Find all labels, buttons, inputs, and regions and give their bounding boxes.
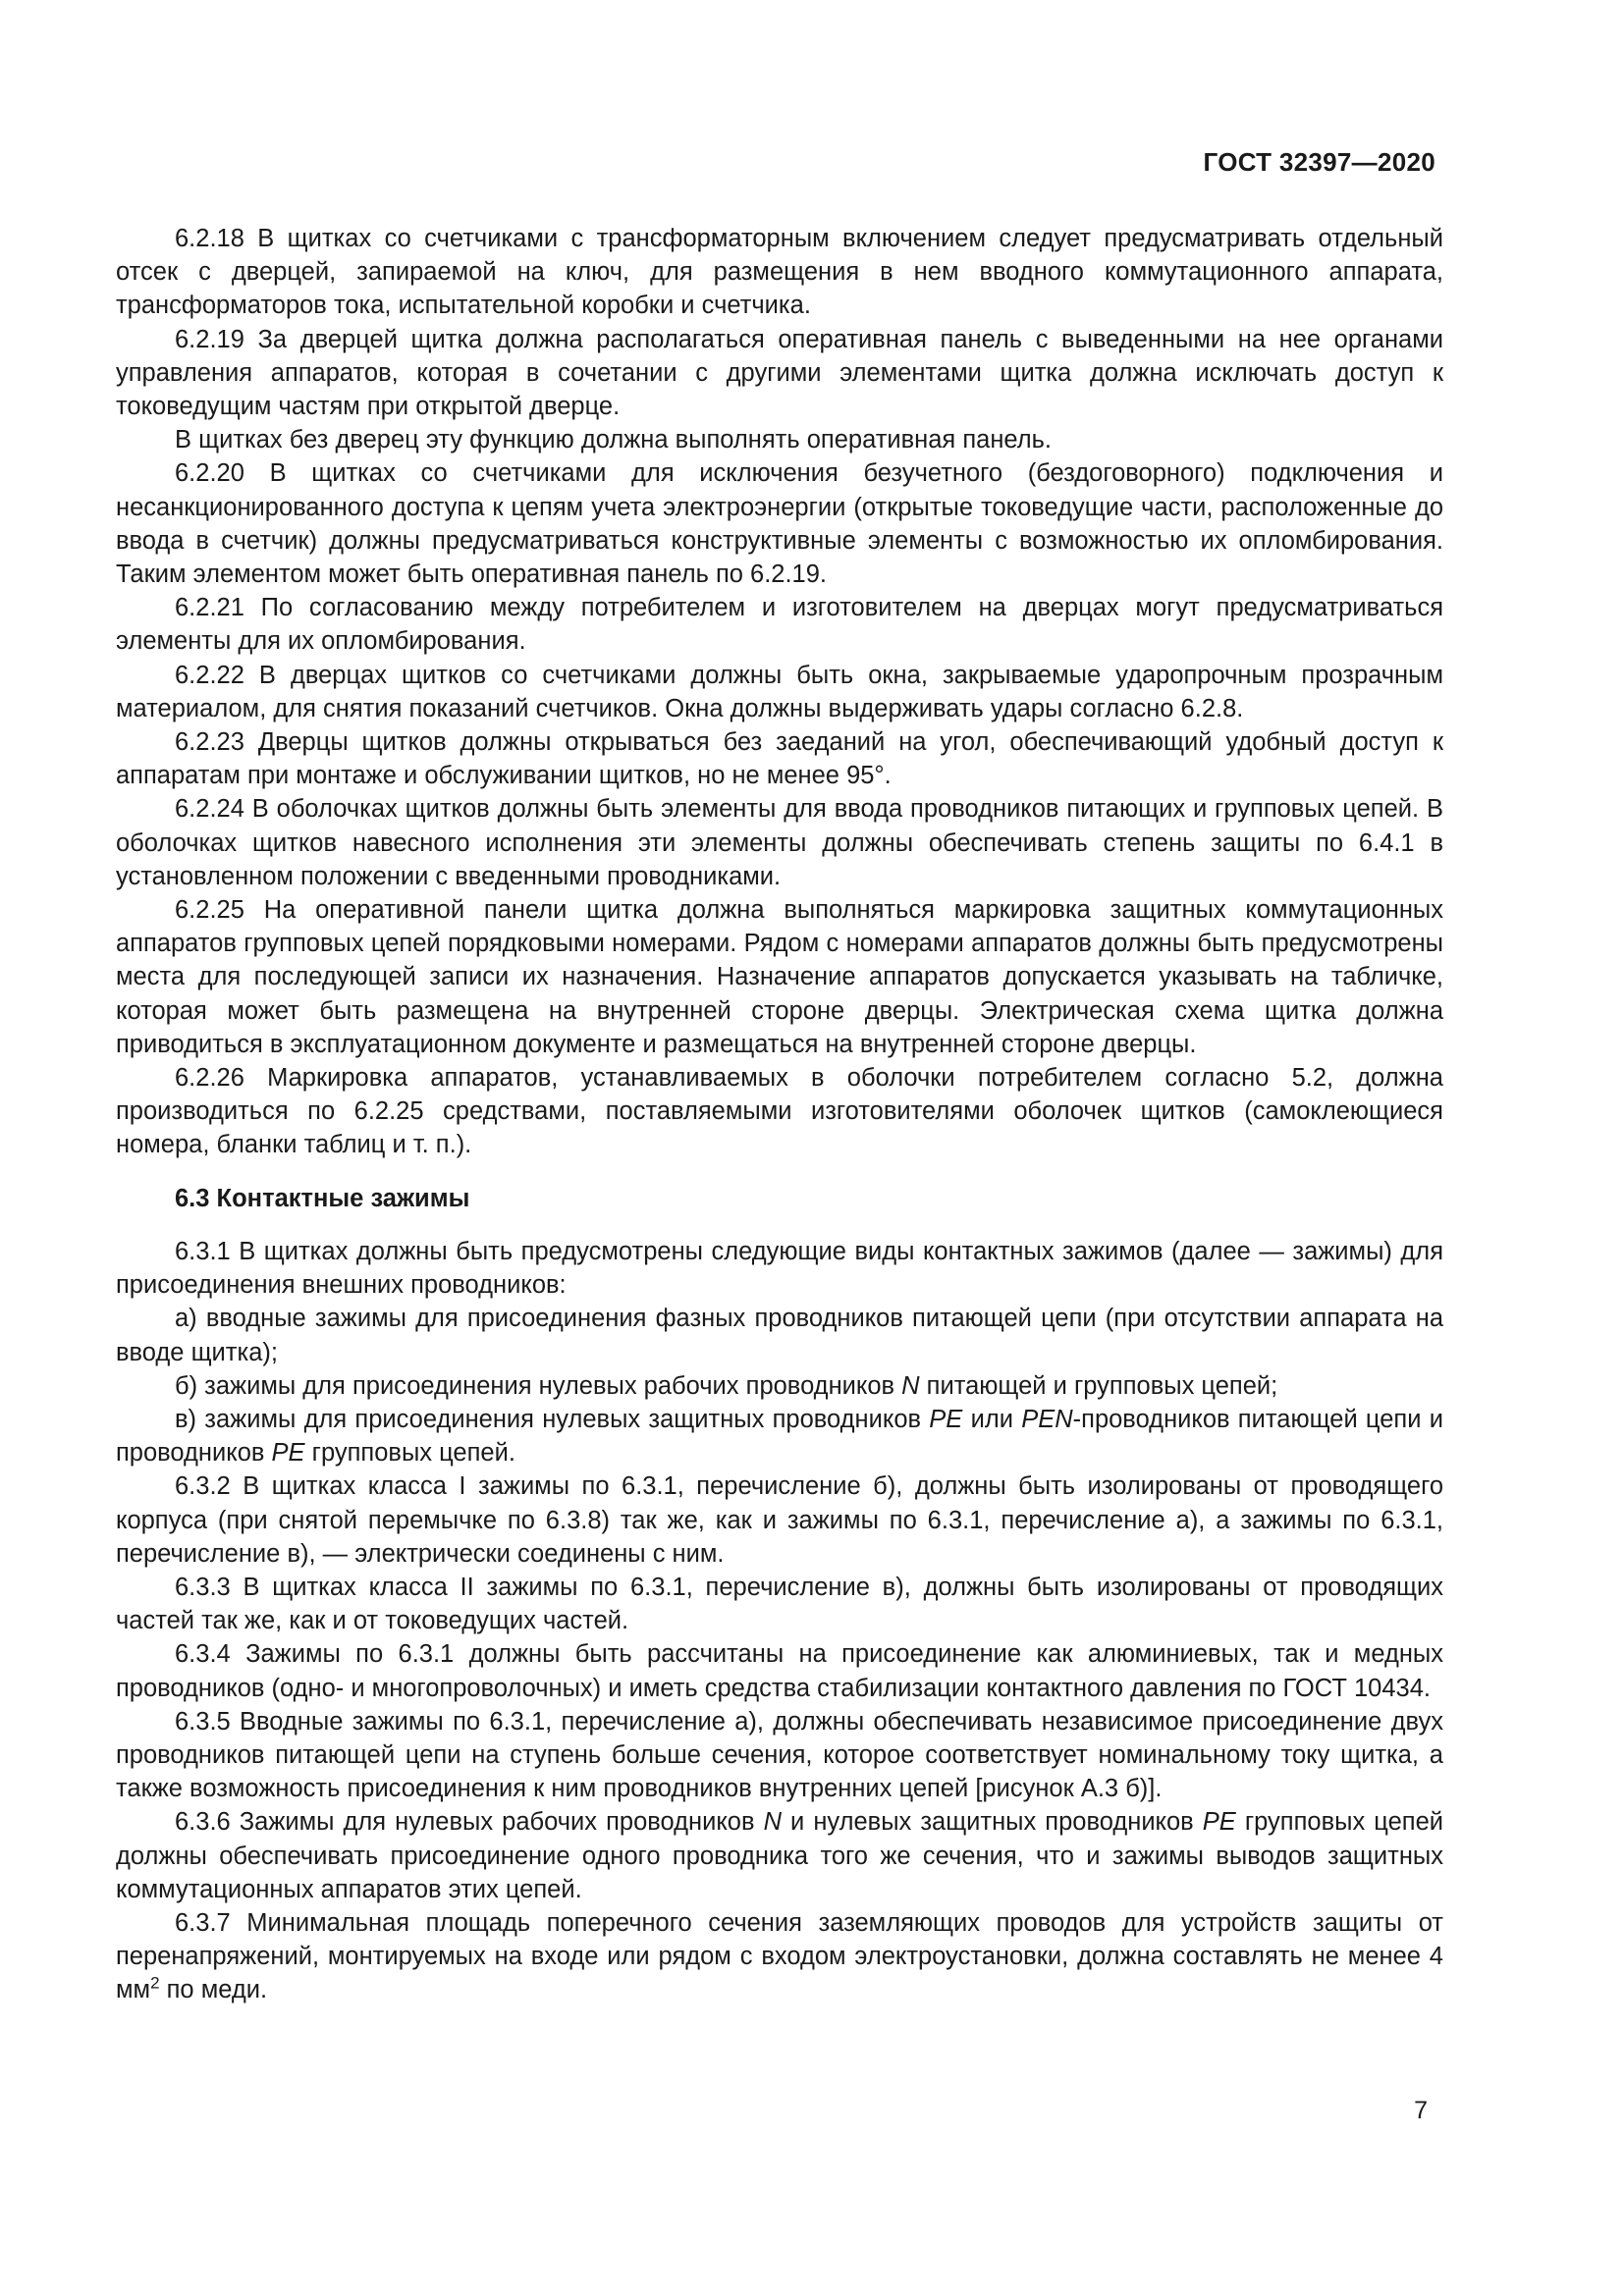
paragraph-6-2-19: 6.2.19 За дверцей щитка должна располагаться оперативная панель с выведенными на нее органами управления аппаратов, которая в сочетании с другими элементами щитка должна исключать доступ к токоведущим частям при открытой дверце. — [116, 325, 1443, 421]
text-run: б) зажимы для присоединения нулевых рабочих проводников — [175, 1371, 902, 1400]
paragraph-6-2-20: 6.2.20 В щитках со счетчиками для исключения безучетного (бездоговорного) подключения и несанкционированного доступа к цепям учета электроэнергии (открытые токоведущие части, расположенные до ввода в счетчик) должны предусматриваться конструктивные элементы с возможностью их опломбирования. Таким элементом может быть оперативная панель по 6.2.19. — [116, 459, 1443, 589]
paragraph-6-3-1-c — [116, 1403, 1443, 1469]
paragraph-6-3-1-b — [116, 1369, 1443, 1403]
text-run: групповых цепей. — [304, 1439, 515, 1468]
text-run: или — [962, 1405, 1022, 1433]
paragraph-6-2-24: 6.2.24 В оболочках щитков должны быть элементы для ввода проводников питающих и групповых цепей. В оболочках щитков навесного исполнения эти элементы должны обеспечивать степень защиты по 6.4.1 в установленном положении с введенными проводниками. — [116, 795, 1443, 890]
paragraph-6-2-18: 6.2.18 В щитках со счетчиками с трансформаторным включением следует предусматривать отдельный отсек с дверцей, запираемой на ключ, для размещения в нем вводного коммутационного аппарата, трансформаторов тока, испытательной коробки и счетчика. — [116, 225, 1443, 320]
paragraph-6-3-4: 6.3.4 Зажимы по 6.3.1 должны быть рассчитаны на присоединение как алюминиевых, так и медных проводников (одно- и многопроволочных) и иметь средства стабилизации контактного давления по ГОСТ 10434. — [116, 1640, 1443, 1702]
text-run: и нулевых защитных проводников — [781, 1808, 1203, 1837]
paragraph-6-3-7 — [116, 1906, 1443, 2007]
symbol-pe: PE — [1202, 1808, 1236, 1837]
symbol-pe: PE — [929, 1405, 963, 1433]
paragraph-6-3-1-a: а) вводные зажимы для присоединения фазных проводников питающей цепи (при отсутствии аппарата на вводе щитка); — [116, 1305, 1443, 1366]
symbol-pen: PEN — [1021, 1405, 1073, 1433]
paragraph-6-2-21: 6.2.21 По согласованию между потребителем и изготовителем на дверцах могут предусматриваться элементы для их опломбирования. — [116, 594, 1443, 656]
paragraph-6-3-6 — [116, 1805, 1443, 1906]
paragraph-6-2-23: 6.2.23 Дверцы щитков должны открываться без заеданий на угол, обеспечивающий удобный доступ к аппаратам при монтаже и обслуживании щитков, но не менее 95°. — [116, 728, 1443, 790]
paragraph-6-3-5: 6.3.5 Вводные зажимы по 6.3.1, перечисление а), должны обеспечивать независимое присоединение двух проводников питающей цепи на ступень больше сечения, которое соответствует номинальному току щитка, а также возможность присоединения к ним проводников внутренних цепей [рисунок А.3 б)]. — [116, 1707, 1443, 1803]
superscript: 2 — [150, 1973, 160, 1993]
paragraph-6-2-25: 6.2.25 На оперативной панели щитка должна выполняться маркировка защитных коммутационных аппаратов групповых цепей порядковыми номерами. Рядом с номерами аппаратов должны быть предусмотрены места для последующей записи их назначения. Назначение аппаратов допускается указывать на табличке, которая может быть размещена на внутренней стороне дверцы. Электрическая схема щитка должна приводиться в эксплуатационном документе и размещаться на внутренней стороне дверцы. — [116, 896, 1443, 1058]
paragraph-6-2-26: 6.2.26 Маркировка аппаратов, устанавливаемых в оболочки потребителем согласно 5.2, должна производиться по 6.2.25 средствами, поставляемыми изготовителями оболочек щитков (самоклеющиеся номера, бланки таблиц и т. п.). — [116, 1064, 1443, 1159]
section-heading-6-3: 6.3 Контактные зажимы — [175, 1184, 470, 1212]
document-header: ГОСТ 32397—2020 — [1203, 147, 1435, 177]
text-run: 6.3.6 Зажимы для нулевых рабочих проводников — [175, 1808, 764, 1837]
text-run: -проводников питающей цепи и проводников — [116, 1405, 1443, 1468]
symbol-n: N — [901, 1371, 920, 1400]
paragraph-6-2-22: 6.2.22 В дверцах щитков со счетчиками должны быть окна, закрываемые ударопрочным прозрачным материалом, для снятия показаний счетчиков. Окна должны выдерживать удары согласно 6.2.8. — [116, 661, 1443, 722]
text-run: 6.3.7 Минимальная площадь поперечного сечения заземляющих проводов для устройств защиты от перенапряжений, монтируемых на входе или рядом с входом электроустановки, должна составлять не менее 4 мм — [116, 1908, 1443, 2004]
paragraph-6-3-1: 6.3.1 В щитках должны быть предусмотрены следующие виды контактных зажимов (далее — зажимы) для присоединения внешних проводников: — [116, 1237, 1443, 1300]
page-number: 7 — [1414, 2097, 1428, 2124]
document-body — [116, 222, 1443, 2007]
paragraph-6-3-2: 6.3.2 В щитках класса I зажимы по 6.3.1, перечисление б), должны быть изолированы от проводящего корпуса (при снятой перемычке по 6.3.8) так же, как и зажимы по 6.3.1, перечисление а), а зажимы по 6.3.1, перечисление в), — электрически соединены с ним. — [116, 1472, 1443, 1568]
text-run: питающей и групповых цепей; — [919, 1371, 1278, 1400]
text-run: по меди. — [159, 1976, 268, 2004]
paragraph-6-3-3: 6.3.3 В щитках класса II зажимы по 6.3.1, перечисление в), должны быть изолированы от проводящих частей так же, как и от токоведущих частей. — [116, 1573, 1443, 1635]
text-run: в) зажимы для присоединения нулевых защитных проводников — [175, 1405, 930, 1433]
symbol-n: N — [763, 1808, 782, 1837]
symbol-pe: PE — [271, 1439, 305, 1468]
text-run: групповых цепей должны обеспечивать присоединение одного проводника того же сечения, что и зажимы выводов защитных коммутационных аппаратов этих цепей. — [116, 1808, 1444, 1903]
paragraph-6-2-19-note: В щитках без дверец эту функцию должна выполнять оперативная панель. — [175, 426, 1052, 454]
